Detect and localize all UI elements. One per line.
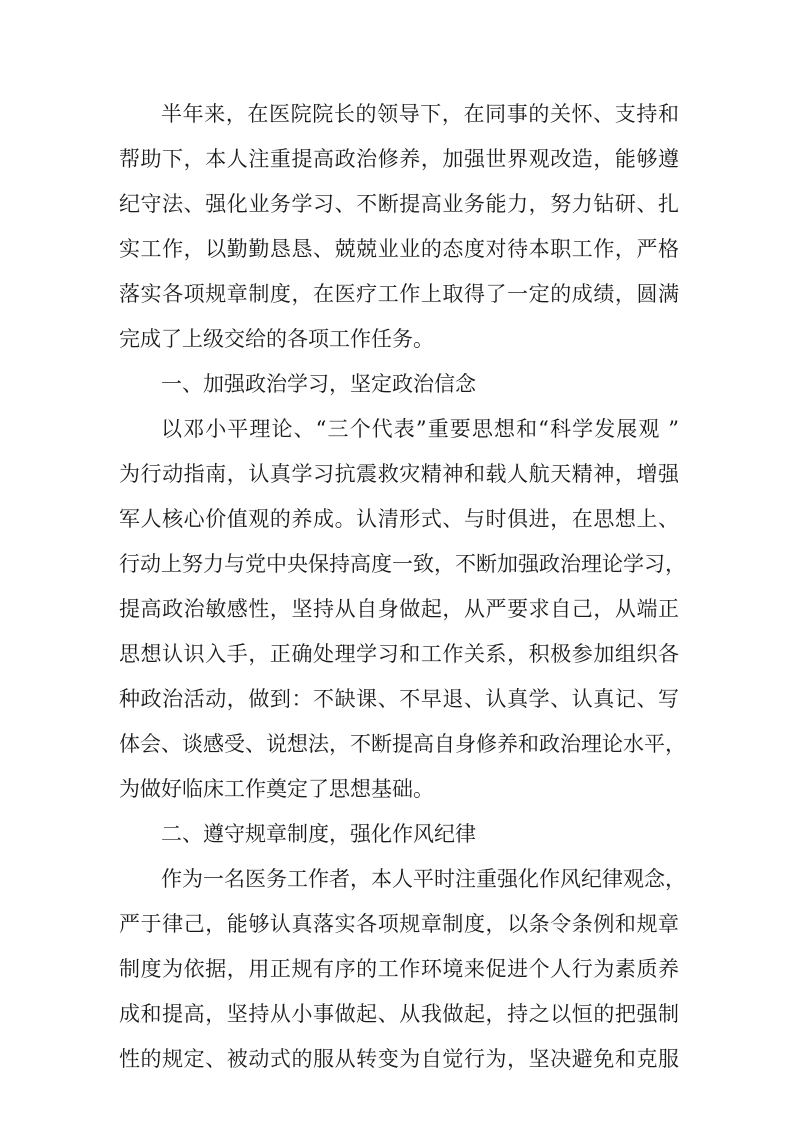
paragraph-1-line-5: 落实各项规章制度，在医疗工作上取得了一定的成绩，圆满 — [119, 282, 679, 306]
paragraph-3-line-4: 成和提高，坚持从小事做起、从我做起，持之以恒的把强制 — [119, 1002, 679, 1026]
paragraph-2-line-3: 军人核心价值观的养成。认清形式、与时俱进，在思想上、 — [119, 507, 679, 531]
paragraph-2-line-7: 种政治活动，做到：不缺课、不早退、认真学、认真记、写 — [119, 687, 679, 711]
paragraph-1-line-4: 实工作，以勤勤恳恳、兢兢业业的态度对待本职工作，严格 — [119, 237, 679, 261]
paragraph-2-line-4: 行动上努力与党中央保持高度一致，不断加强政治理论学习， — [119, 552, 686, 576]
paragraph-2-line-6: 思想认识入手，正确处理学习和工作关系，积极参加组织各 — [119, 642, 679, 666]
section-heading-2: 二、遵守规章制度，强化作风纪律 — [161, 822, 476, 846]
paragraph-3-line-1: 作为一名医务工作者，本人平时注重强化作风纪律观念， — [161, 867, 686, 891]
paragraph-2-line-2: 为行动指南，认真学习抗震救灾精神和载人航天精神，增强 — [119, 462, 679, 486]
paragraph-3-line-5: 性的规定、被动式的服从转变为自觉行为，坚决避免和克服 — [119, 1047, 679, 1071]
paragraph-3-line-2: 严于律己，能够认真落实各项规章制度，以条令条例和规章 — [119, 912, 679, 936]
paragraph-1-line-3: 纪守法、强化业务学习、不断提高业务能力，努力钻研、扎 — [119, 192, 679, 216]
paragraph-1-line-1: 半年来，在医院院长的领导下，在同事的关怀、支持和 — [161, 102, 679, 126]
paragraph-2-line-5: 提高政治敏感性，坚持从自身做起，从严要求自己，从端正 — [119, 597, 679, 621]
paragraph-2-line-8: 体会、谈感受、说想法，不断提高自身修养和政治理论水平， — [119, 732, 686, 756]
paragraph-2-line-9: 为做好临床工作奠定了思想基础。 — [119, 777, 434, 801]
paragraph-2-line-1: 以邓小平理论、“三个代表”重要思想和“科学发展观 ” — [161, 417, 679, 441]
paragraph-3-line-3: 制度为依据，用正规有序的工作环境来促进个人行为素质养 — [119, 957, 679, 981]
document-body — [119, 92, 686, 1082]
paragraph-1-line-6: 完成了上级交给的各项工作任务。 — [119, 327, 434, 351]
paragraph-1-line-2: 帮助下，本人注重提高政治修养，加强世界观改造，能够遵 — [119, 147, 679, 171]
section-heading-1: 一、加强政治学习，坚定政治信念 — [161, 372, 476, 396]
